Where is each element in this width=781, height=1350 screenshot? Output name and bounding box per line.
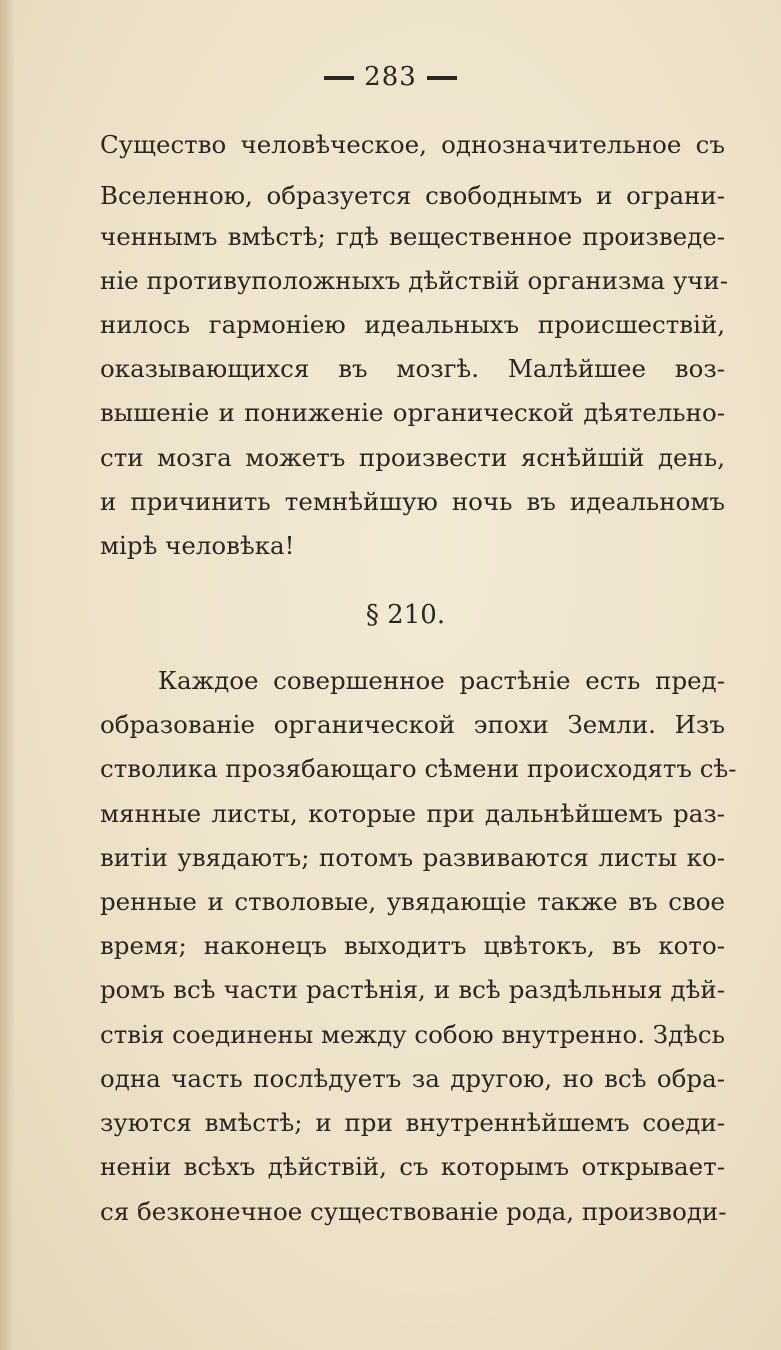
text-line: оказывающихся въ мозгѣ. Малѣйшее воз-	[100, 354, 725, 383]
left-dash	[324, 76, 354, 80]
text-line: ренные и стволовые, увядающіе также въ свое	[100, 887, 725, 916]
text-line: ствія соединены между собою внутренно. Здѣсь	[100, 1020, 725, 1049]
page-number-header	[0, 62, 781, 92]
right-dash	[427, 76, 457, 80]
text-line: неніи всѣхъ дѣйствій, съ которымъ открывает-	[100, 1152, 725, 1181]
text-line: нилось гармоніею идеальныхъ происшествій,	[100, 310, 725, 339]
page-number: 283	[364, 62, 417, 92]
text-line: ромъ всѣ части растѣнія, и всѣ раздѣльныя дѣй-	[100, 975, 725, 1004]
text-line: мянные листы, которые при дальнѣйшемъ раз-	[100, 799, 725, 828]
text-line: и причинить темнѣйшую ночь въ идеальномъ	[100, 487, 725, 516]
text-line: витіи увядаютъ; потомъ развиваются листы ко-	[100, 843, 725, 872]
text-line: ченнымъ вмѣстѣ; гдѣ вещественное произведе-	[100, 222, 725, 251]
text-line: сти мозга можетъ произвести яснѣйшій день,	[100, 443, 725, 472]
text-line: Вселенною, образуется свободнымъ и ограни-	[100, 181, 725, 210]
text-line: Каждое совершенное растѣніе есть пред-	[158, 666, 725, 695]
text-line: ніе противуположныхъ дѣйствій организма учи-	[100, 266, 729, 295]
text-line: стволика прозябающаго сѣмени происходятъ сѣ-	[100, 754, 737, 783]
text-line: Существо человѣческое, однозначительное съ	[100, 130, 725, 159]
text-line: одна часть послѣдуетъ за другою, но всѣ обра-	[100, 1064, 725, 1093]
text-line: мірѣ человѣка!	[100, 531, 295, 560]
text-line: время; наконецъ выходитъ цвѣтокъ, въ кото-	[100, 931, 725, 960]
text-line: зуются вмѣстѣ; и при внутреннѣйшемъ соеди-	[100, 1108, 725, 1137]
text-line: ся безконечное существованіе рода, производи-	[100, 1197, 727, 1226]
text-line: вышеніе и пониженіе органической дѣятельно-	[100, 398, 725, 427]
section-heading: § 210.	[365, 600, 446, 630]
text-line: образованіе органической эпохи Земли. Изъ	[100, 710, 725, 739]
page-edge-shadow	[0, 0, 14, 1350]
